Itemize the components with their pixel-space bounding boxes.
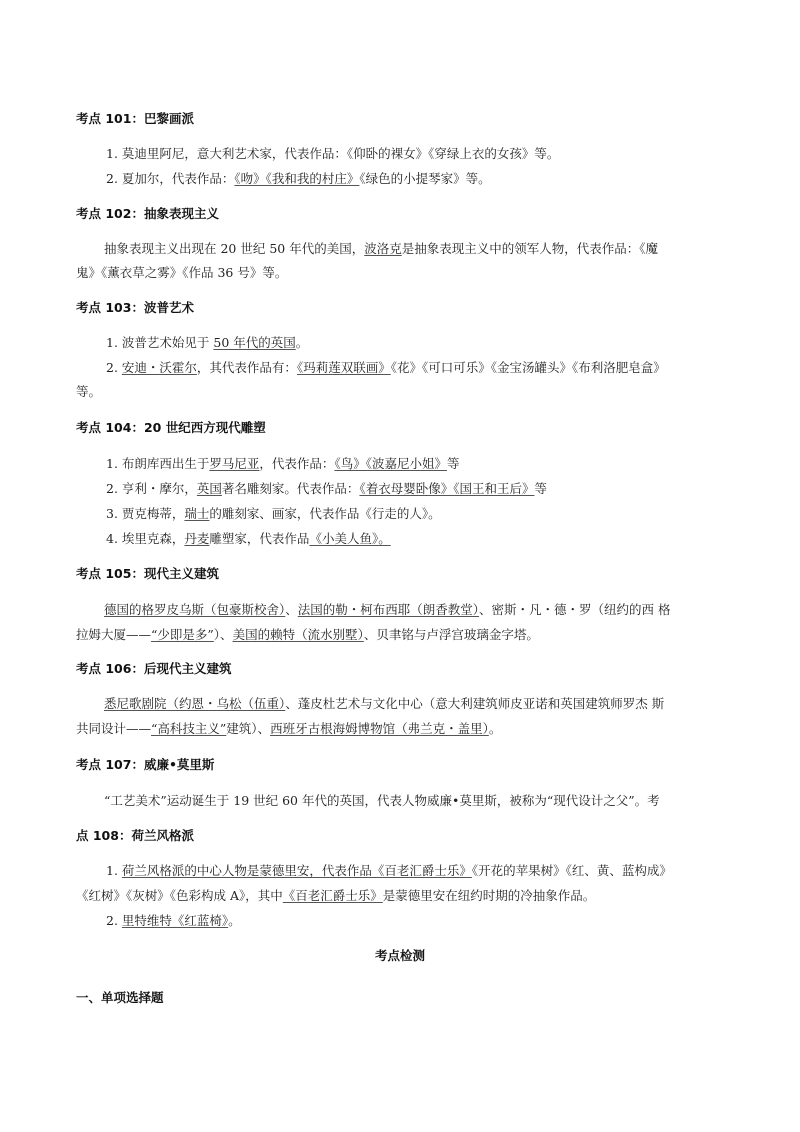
section-108-title: 点 108：荷兰风格派 — [76, 828, 194, 843]
section-104-title: 考点 104：20 世纪西方现代雕塑 — [76, 420, 266, 435]
section-103-line-1: 1. 波普艺术始见于 50 年代的英国。 — [106, 335, 309, 350]
section-106-line-2: 共同设计——“高科技主义”建筑）、西班牙古根海姆博物馆（弗兰克・盖里）。 — [76, 721, 502, 736]
section-108-line-2: 《红树》《灰树》《色彩构成 A》，其中《百老汇爵士乐》是蒙德里安在纽约时期的冷抽象作品。 — [76, 888, 596, 903]
section-103-line-3: 等。 — [76, 384, 102, 399]
section-107-line-1: “工艺美术”运动诞生于 19 世纪 60 年代的英国，代表人物威廉•莫里斯，被称为“现代设计之父”。考 — [104, 793, 660, 808]
section-105-title: 考点 105：现代主义建筑 — [76, 566, 219, 581]
section-101-line-1: 1. 莫迪里阿尼，意大利艺术家，代表作品：《仰卧的裸女》《穿绿上衣的女孩》等。 — [106, 146, 560, 161]
section-104-line-2: 2. 亨利・摩尔，英国著名雕刻家。代表作品：《着衣母婴卧像》《国王和王后》等 — [106, 481, 547, 496]
section-105-line-1: 德国的格罗皮乌斯（包豪斯校舍）、法国的勒・柯布西耶（朗香教堂）、密斯・凡・德・罗（纽约的西 格 — [104, 602, 671, 617]
section-107-title: 考点 107：威廉•莫里斯 — [76, 757, 215, 772]
section-105-line-2: 拉姆大厦——“少即是多”）、美国的赖特（流水别墅）、贝聿铭与卢浮宫玻璃金字塔。 — [76, 627, 539, 642]
section-104-line-3: 3. 贾克梅蒂，瑞士的雕刻家、画家，代表作品《行走的人》。 — [106, 506, 441, 521]
section-102-line-1: 抽象表现主义出现在 20 世纪 50 年代的美国，波洛克是抽象表现主义中的领军人物，代表作品：《魔 — [104, 241, 658, 256]
section-108-line-1: 1. 荷兰风格派的中心人物是蒙德里安，代表作品《百老汇爵士乐》《开花的苹果树》《红、黄、蓝构成》 — [106, 863, 672, 878]
section-101-title: 考点 101：巴黎画派 — [76, 111, 194, 126]
check-heading: 考点检测 — [374, 948, 425, 963]
section-101-line-2: 2. 夏加尔，代表作品：《吻》《我和我的村庄》《绿色的小提琴家》等。 — [106, 171, 491, 186]
single-choice-heading: 一、单项选择题 — [76, 990, 164, 1005]
section-103-line-2: 2. 安迪・沃霍尔，其代表作品有：《玛莉莲双联画》《花》《可口可乐》《金宝汤罐头》《布利洛肥皂盒》 — [106, 360, 666, 375]
section-102-line-2: 鬼》《薰衣草之雾》《作品 36 号》等。 — [76, 265, 288, 280]
section-106-line-1: 悉尼歌剧院（约恩・乌松（伍重）、蓬皮杜艺术与文化中心（意大利建筑师皮亚诺和英国建筑师罗杰 斯 — [104, 696, 665, 711]
section-104-line-1: 1. 布朗库西出生于罗马尼亚，代表作品：《鸟》《波嘉尼小姐》等 — [106, 456, 460, 471]
section-102-title: 考点 102：抽象表现主义 — [76, 206, 219, 221]
section-104-line-4: 4. 埃里克森，丹麦雕塑家，代表作品《小美人鱼》。 — [106, 531, 391, 546]
section-108-line-3: 2. 里特维特《红蓝椅》。 — [106, 913, 241, 928]
section-103-title: 考点 103：波普艺术 — [76, 300, 194, 315]
section-106-title: 考点 106：后现代主义建筑 — [76, 661, 232, 676]
